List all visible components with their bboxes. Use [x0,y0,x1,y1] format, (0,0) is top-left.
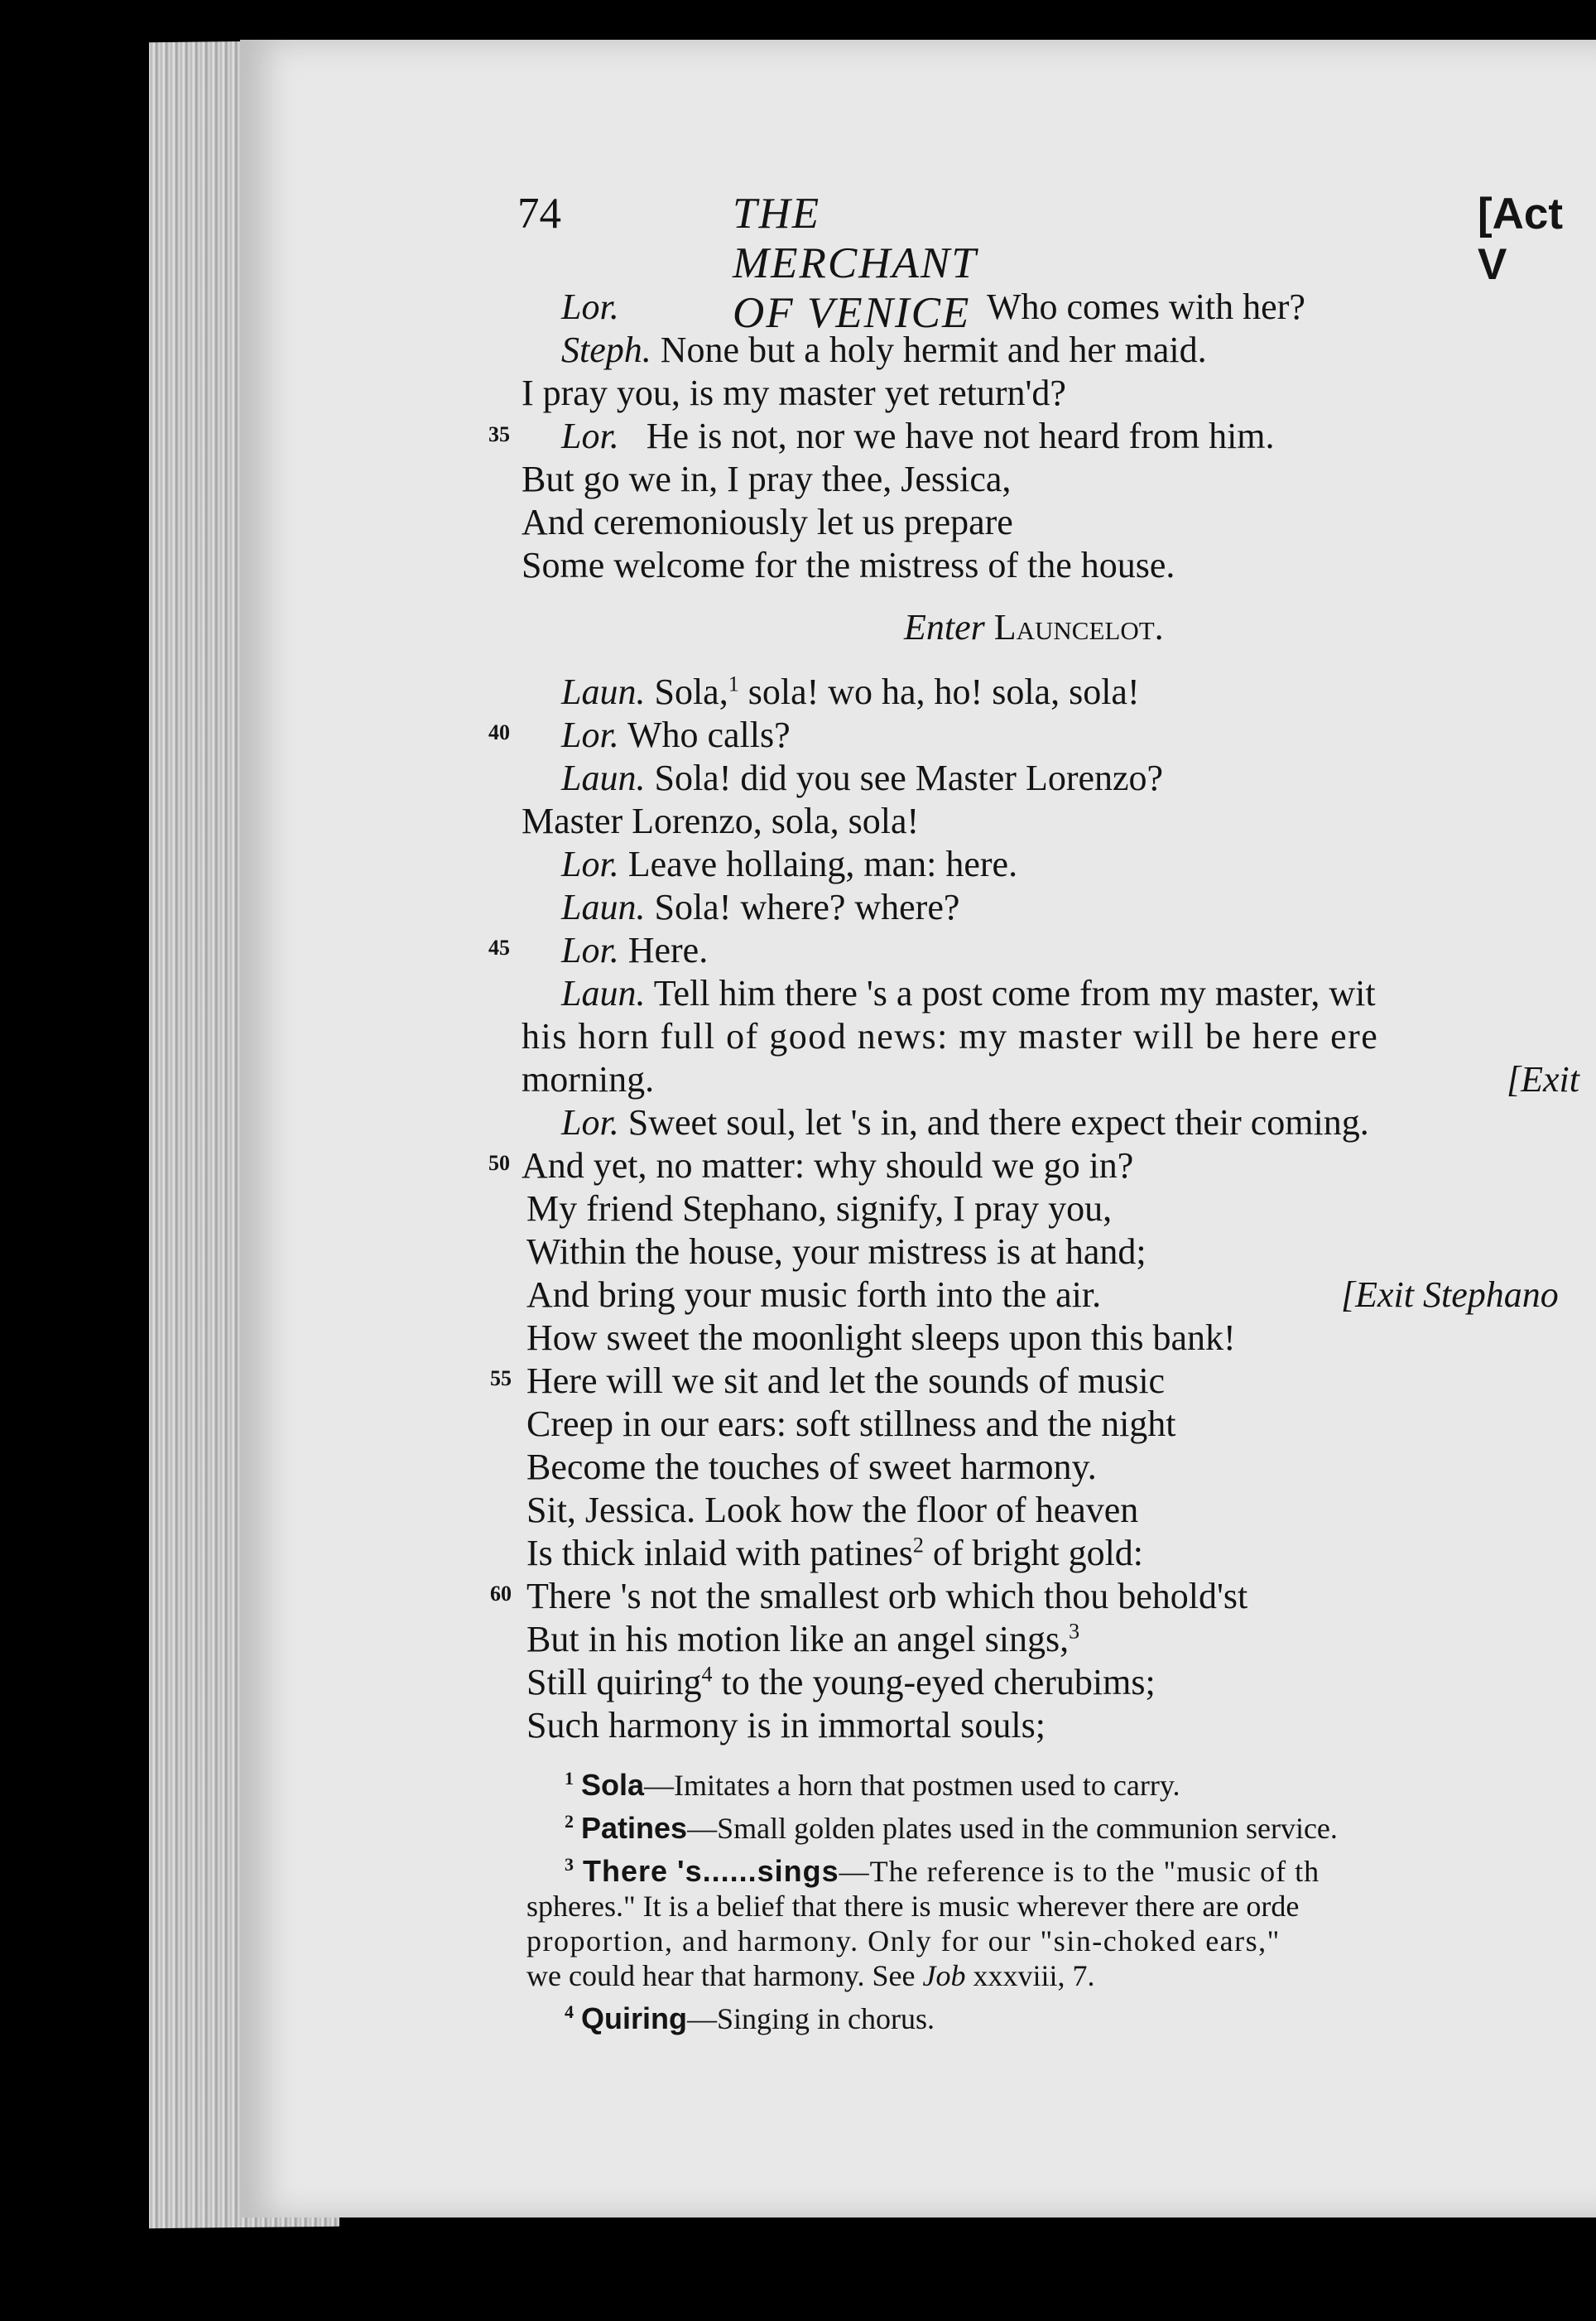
verse-line [561,843,1017,885]
line-text: Sola! where? where? [654,887,960,927]
line-text: Sweet soul, let 's in, and there expect their coming. [627,1102,1369,1143]
verse-line [561,757,1163,799]
footnote-number: 1 [565,1768,574,1789]
line-text: to the young-eyed cherubims; [712,1662,1156,1702]
verse-line [561,929,708,971]
verse-line: Master Lorenzo, sola, sola! [522,801,920,841]
footnote-line: proportion, and harmony. Only for our "sin-choked ears," [526,1924,1281,1957]
verse-line [561,415,1275,457]
speaker: Laun. [561,672,646,712]
verse-line: My friend Stephano, signify, I pray you, [526,1188,1113,1229]
verse-line [561,714,791,756]
enter-word: Enter [904,607,985,648]
speaker: Lor. [561,715,619,755]
footnote-ref: 2 [912,1533,924,1558]
line-text: Sola! did you see Master Lorenzo? [654,758,1164,798]
stage-direction [904,606,1164,648]
footnote-text: xxxviii, 7. [965,1959,1095,1992]
footnote-term: Sola [581,1768,645,1802]
footnote-text: we could hear that harmony. See [526,1959,923,1992]
footnote-ref: 4 [701,1662,713,1687]
line-text: He is not, nor we have not heard from him. [646,416,1275,456]
verse-line: There 's not the smallest orb which thou behold'st [526,1576,1248,1616]
speaker: Steph. [561,330,651,370]
verse-line: How sweet the moonlight sleeps upon this bank! [526,1317,1236,1358]
line-text: But in his motion like an angel sings, [526,1619,1070,1659]
character-name: Launcelot. [993,607,1164,648]
footnote [565,1854,1320,1889]
verse-line: Who comes with her? [987,287,1305,327]
verse-line [561,329,1207,371]
line-text: Is thick inlaid with patines [526,1533,913,1573]
verse-line: And yet, no matter: why should we go in? [522,1145,1134,1186]
verse-line: Here will we sit and let the sounds of music [526,1360,1166,1401]
speaker: Laun. [561,887,646,927]
verse-line: Become the touches of sweet harmony. [526,1447,1097,1487]
footnote-text: Job [922,1959,966,1992]
speaker: Laun. [561,973,646,1014]
line-text: Tell him there 's a post come from my master, wit [653,973,1376,1014]
speaker: Lor. [561,844,619,884]
footnote [565,2001,935,2036]
stage-direction: [Exit Stephano [1341,1274,1559,1315]
footnote-text: —The reference is to the "music of th [839,1855,1320,1888]
running-title: THE MERCHANT OF VENICE [733,190,977,337]
footnote-line: spheres." It is a belief that there is music wherever there are orde [526,1890,1300,1923]
line-text: of bright gold: [923,1533,1144,1573]
verse-line [561,972,1376,1014]
footnote-text: —Imitates a horn that postmen used to carry. [644,1769,1180,1802]
footnote-term: Patines [581,1811,688,1845]
speaker: Lor. [561,287,619,327]
verse-line: And bring your music forth into the air. [526,1274,1102,1315]
footnote-ref: 3 [1069,1619,1080,1644]
verse-line: Some welcome for the mistress of the house. [522,545,1175,585]
verse-line: Sit, Jessica. Look how the floor of heaven [526,1490,1139,1530]
footnote-number: 2 [565,1811,574,1832]
footnote-line [526,1958,1095,1993]
verse-line: his horn full of good news: my master will be here ere [522,1016,1379,1057]
footnote [565,1768,1180,1803]
verse-line [526,1618,1079,1660]
line-text: Here. [627,930,709,970]
speaker: Lor. [561,416,619,456]
line-number: 50 [488,1151,510,1175]
line-number: 55 [490,1366,512,1390]
footnote-number: 3 [565,1854,574,1875]
line-text: Sola, [654,672,728,712]
line-text: Still quiring [526,1662,702,1702]
verse-line [526,1532,1143,1574]
footnote-term: There 's......sings [583,1854,839,1888]
line-text: Leave hollaing, man: here. [627,844,1018,884]
line-text: sola! wo ha, ho! sola, sola! [738,672,1140,712]
footnote-term: Quiring [581,2001,687,2035]
speaker: Laun. [561,758,646,798]
speaker: Lor. [561,930,619,970]
footnote-number: 4 [565,2001,574,2022]
verse-line: Within the house, your mistress is at hand; [526,1231,1147,1272]
verse-line: Creep in our ears: soft stillness and the night [526,1404,1176,1444]
verse-line [561,671,1140,713]
verse-line: morning. [522,1059,655,1100]
act-label: [Act V [1478,190,1564,289]
footnote-text: —Singing in chorus. [687,2002,935,2035]
stage-direction: [Exit [1507,1059,1579,1100]
line-number: 40 [488,720,510,744]
line-text: Who calls? [627,715,791,755]
line-number: 35 [488,422,510,446]
verse-line [561,286,619,328]
line-number: 45 [488,936,510,960]
footnote-text: —Small golden plates used in the communion service. [687,1812,1338,1845]
verse-line [561,1101,1369,1144]
verse-line: But go we in, I pray thee, Jessica, [522,459,1012,499]
verse-line: I pray you, is my master yet return'd? [522,373,1066,413]
line-number: 60 [490,1582,512,1606]
page-number: 74 [517,190,561,238]
verse-line: Such harmony is in immortal souls; [526,1705,1046,1746]
verse-line [561,886,959,928]
verse-line [526,1661,1156,1703]
footnote-ref: 1 [728,672,739,696]
line-text: None but a holy hermit and her maid. [660,330,1207,370]
verse-line: And ceremoniously let us prepare [522,502,1013,542]
speaker: Lor. [561,1102,619,1143]
footnote [565,1811,1338,1846]
